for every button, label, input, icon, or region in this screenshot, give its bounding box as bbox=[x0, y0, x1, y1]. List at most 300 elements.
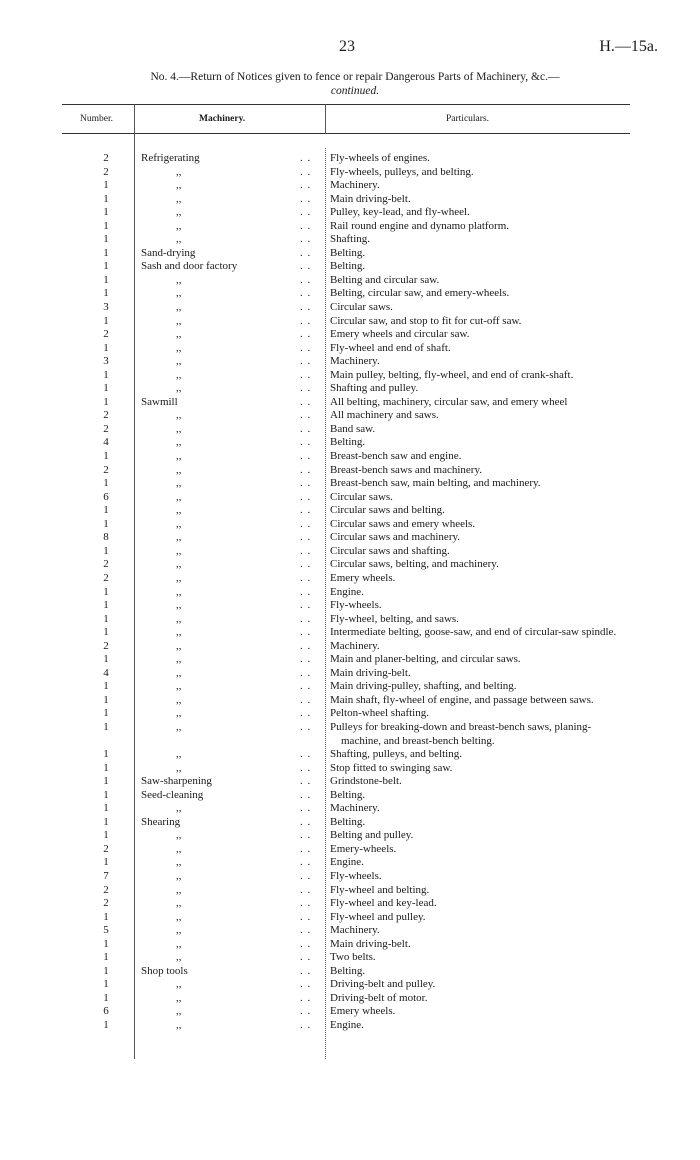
row-machinery: ,, bbox=[176, 666, 182, 679]
table-row bbox=[0, 220, 700, 234]
leader-dots: . . bbox=[300, 517, 312, 530]
leader-dots: . . bbox=[300, 599, 312, 612]
table-row bbox=[0, 247, 700, 261]
row-number: 1 bbox=[103, 233, 109, 246]
row-number: 1 bbox=[103, 517, 109, 530]
row-number: 1 bbox=[103, 788, 109, 801]
row-particulars: Circular saws and belting. bbox=[330, 504, 445, 517]
table-row bbox=[0, 491, 700, 505]
row-machinery: ,, bbox=[176, 233, 182, 246]
table-row bbox=[0, 653, 700, 667]
leader-dots: . . bbox=[300, 964, 312, 977]
row-number: 1 bbox=[103, 206, 109, 219]
leader-dots: . . bbox=[300, 409, 312, 422]
row-machinery: ,, bbox=[176, 504, 182, 517]
leader-dots: . . bbox=[300, 897, 312, 910]
row-machinery: Refrigerating bbox=[141, 152, 200, 164]
table-row bbox=[0, 870, 700, 884]
leader-dots: . . bbox=[300, 666, 312, 679]
row-number: 1 bbox=[103, 815, 109, 828]
row-machinery: ,, bbox=[176, 693, 182, 706]
row-particulars: Machinery. bbox=[330, 179, 380, 192]
row-particulars: Fly-wheel, belting, and saws. bbox=[330, 612, 459, 625]
row-number: 2 bbox=[103, 409, 109, 422]
title-line: No. 4.—Return of Notices given to fence or repair Dangerous Parts of Machinery, &c.— bbox=[150, 71, 560, 83]
row-machinery: Sash and door factory bbox=[141, 260, 238, 273]
table-row bbox=[0, 193, 700, 207]
row-particulars: Shafting and pulley. bbox=[330, 382, 419, 395]
row-particulars: Band saw. bbox=[330, 422, 376, 435]
table-row bbox=[0, 640, 700, 654]
leader-dots: . . bbox=[300, 910, 312, 923]
leader-dots: . . bbox=[300, 368, 312, 381]
leader-dots: . . bbox=[300, 761, 312, 774]
row-machinery: ,, bbox=[176, 355, 182, 368]
column-header-particulars: Particulars. bbox=[446, 114, 490, 124]
row-machinery: ,, bbox=[176, 720, 182, 733]
table-row bbox=[0, 260, 700, 274]
table-row bbox=[0, 504, 700, 518]
leader-dots: . . bbox=[300, 802, 312, 815]
row-machinery: ,, bbox=[176, 991, 182, 1004]
leader-dots: . . bbox=[300, 707, 312, 720]
leader-dots: . . bbox=[300, 842, 312, 855]
leader-dots: . . bbox=[300, 693, 312, 706]
leader-dots: . . bbox=[300, 856, 312, 869]
row-machinery: Saw-sharpening bbox=[141, 775, 212, 788]
row-particulars: Driving-belt of motor. bbox=[330, 991, 428, 1004]
row-particulars: Machinery. bbox=[330, 924, 380, 937]
row-particulars: Circular saws and emery wheels. bbox=[330, 517, 476, 530]
table-row bbox=[0, 613, 700, 627]
table-row bbox=[0, 748, 700, 762]
row-particulars: Machinery. bbox=[330, 639, 380, 652]
row-number: 1 bbox=[103, 829, 109, 842]
row-number: 1 bbox=[103, 341, 109, 354]
row-particulars: Belting. bbox=[330, 788, 366, 801]
row-machinery: ,, bbox=[176, 301, 182, 314]
row-particulars: Belting. bbox=[330, 964, 366, 977]
table-row bbox=[0, 274, 700, 288]
leader-dots: . . bbox=[300, 382, 312, 395]
row-number: 1 bbox=[103, 1019, 109, 1031]
row-machinery: ,, bbox=[176, 761, 182, 774]
row-number: 1 bbox=[103, 720, 109, 733]
table-row bbox=[0, 233, 700, 247]
row-machinery: ,, bbox=[176, 436, 182, 449]
leader-dots: . . bbox=[300, 450, 312, 463]
leader-dots: . . bbox=[300, 937, 312, 950]
table-row bbox=[0, 166, 700, 180]
row-particulars: Circular saw, and stop to fit for cut-off saw. bbox=[330, 314, 522, 327]
row-machinery: ,, bbox=[176, 599, 182, 612]
row-machinery: ,, bbox=[176, 612, 182, 625]
row-particulars: Emery wheels. bbox=[330, 571, 396, 584]
table-row bbox=[0, 355, 700, 369]
row-particulars: Machinery. bbox=[330, 802, 380, 815]
row-machinery: Shearing bbox=[141, 815, 181, 828]
table-row bbox=[0, 436, 700, 450]
leader-dots: . . bbox=[300, 1019, 312, 1031]
leader-dots: . . bbox=[300, 219, 312, 232]
table-row bbox=[0, 829, 700, 843]
table-row bbox=[0, 423, 700, 437]
table-body bbox=[0, 152, 700, 1033]
row-machinery: ,, bbox=[176, 206, 182, 219]
row-particulars: Main driving-belt. bbox=[330, 666, 411, 679]
row-number: 1 bbox=[103, 626, 109, 639]
table-row bbox=[0, 789, 700, 803]
leader-dots: . . bbox=[300, 477, 312, 490]
row-machinery: ,, bbox=[176, 707, 182, 720]
row-number: 1 bbox=[103, 964, 109, 977]
row-number: 5 bbox=[103, 924, 109, 937]
row-machinery: ,, bbox=[176, 463, 182, 476]
row-number: 6 bbox=[103, 490, 109, 503]
row-machinery: ,, bbox=[176, 842, 182, 855]
row-machinery: Sawmill bbox=[141, 395, 178, 408]
leader-dots: . . bbox=[300, 558, 312, 571]
leader-dots: . . bbox=[300, 463, 312, 476]
row-particulars: Fly-wheels of engines. bbox=[330, 152, 430, 164]
leader-dots: . . bbox=[300, 991, 312, 1004]
row-particulars: Emery wheels and circular saw. bbox=[330, 328, 470, 341]
row-particulars: Circular saws and machinery. bbox=[330, 531, 461, 544]
leader-dots: . . bbox=[300, 395, 312, 408]
row-particulars: Circular saws and shafting. bbox=[330, 544, 450, 557]
leader-dots: . . bbox=[300, 436, 312, 449]
row-number: 1 bbox=[103, 951, 109, 964]
row-particulars: Main shaft, fly-wheel of engine, and passage between saws. bbox=[330, 693, 594, 706]
row-particulars: Belting and circular saw. bbox=[330, 273, 440, 286]
row-number: 1 bbox=[103, 775, 109, 788]
row-particulars: Main driving-pulley, shafting, and belting. bbox=[330, 680, 517, 693]
leader-dots: . . bbox=[300, 341, 312, 354]
row-number: 1 bbox=[103, 910, 109, 923]
row-number: 1 bbox=[103, 477, 109, 490]
row-particulars: Engine. bbox=[330, 1019, 364, 1031]
row-number: 2 bbox=[103, 897, 109, 910]
row-particulars: Fly-wheel and pulley. bbox=[330, 910, 426, 923]
table-row bbox=[0, 206, 700, 220]
row-machinery: ,, bbox=[176, 951, 182, 964]
leader-dots: . . bbox=[300, 260, 312, 273]
row-number: 1 bbox=[103, 192, 109, 205]
row-machinery: ,, bbox=[176, 571, 182, 584]
leader-dots: . . bbox=[300, 680, 312, 693]
row-particulars: Shafting. bbox=[330, 233, 371, 246]
row-number: 1 bbox=[103, 802, 109, 815]
leader-dots: . . bbox=[300, 328, 312, 341]
row-number: 1 bbox=[103, 612, 109, 625]
row-particulars: Breast-bench saw, main belting, and machinery. bbox=[330, 477, 541, 490]
table-row bbox=[0, 667, 700, 681]
row-machinery: ,, bbox=[176, 910, 182, 923]
row-machinery: ,, bbox=[176, 883, 182, 896]
row-particulars: Pulleys for breaking-down and breast-bench saws, planing-machine, and breast-bench belting. bbox=[330, 720, 592, 747]
row-particulars: Main driving-belt. bbox=[330, 192, 411, 205]
row-number: 1 bbox=[103, 246, 109, 259]
row-machinery: ,, bbox=[176, 869, 182, 882]
row-particulars: Circular saws. bbox=[330, 301, 393, 314]
leader-dots: . . bbox=[300, 585, 312, 598]
table-row bbox=[0, 382, 700, 396]
row-machinery: ,, bbox=[176, 165, 182, 178]
row-number: 1 bbox=[103, 504, 109, 517]
row-number: 7 bbox=[103, 869, 109, 882]
row-particulars: Machinery. bbox=[330, 355, 380, 368]
leader-dots: . . bbox=[300, 287, 312, 300]
table-row bbox=[0, 599, 700, 613]
leader-dots: . . bbox=[300, 192, 312, 205]
leader-dots: . . bbox=[300, 653, 312, 666]
row-machinery: ,, bbox=[176, 680, 182, 693]
table-row bbox=[0, 1005, 700, 1019]
table-row bbox=[0, 409, 700, 423]
table-row bbox=[0, 572, 700, 586]
row-machinery: ,, bbox=[176, 829, 182, 842]
leader-dots: . . bbox=[300, 978, 312, 991]
table-row bbox=[0, 951, 700, 965]
row-particulars: Engine. bbox=[330, 856, 364, 869]
row-machinery: Shop tools bbox=[141, 964, 188, 977]
leader-dots: . . bbox=[300, 639, 312, 652]
table-row bbox=[0, 680, 700, 694]
table-row bbox=[0, 342, 700, 356]
row-number: 1 bbox=[103, 599, 109, 612]
leader-dots: . . bbox=[300, 314, 312, 327]
leader-dots: . . bbox=[300, 206, 312, 219]
row-machinery: ,, bbox=[176, 748, 182, 761]
leader-dots: . . bbox=[300, 571, 312, 584]
table-row bbox=[0, 884, 700, 898]
row-machinery: ,, bbox=[176, 653, 182, 666]
row-machinery: ,, bbox=[176, 368, 182, 381]
row-particulars: All belting, machinery, circular saw, and emery wheel bbox=[330, 395, 568, 408]
table-row bbox=[0, 992, 700, 1006]
row-machinery: ,, bbox=[176, 639, 182, 652]
row-machinery: ,, bbox=[176, 1019, 182, 1031]
row-machinery: ,, bbox=[176, 1005, 182, 1018]
row-particulars: Fly-wheels. bbox=[330, 599, 382, 612]
leader-dots: . . bbox=[300, 422, 312, 435]
row-number: 2 bbox=[103, 328, 109, 341]
row-particulars: Emery wheels. bbox=[330, 1005, 396, 1018]
row-number: 2 bbox=[103, 463, 109, 476]
table-row bbox=[0, 558, 700, 572]
row-particulars: Pelton-wheel shafting. bbox=[330, 707, 429, 720]
row-number: 1 bbox=[103, 273, 109, 286]
row-number: 4 bbox=[103, 666, 109, 679]
table-row bbox=[0, 762, 700, 776]
row-particulars: Intermediate belting, goose-saw, and end of circular-saw spindle. bbox=[330, 626, 617, 639]
row-particulars: Belting. bbox=[330, 260, 366, 273]
row-particulars: Belting and pulley. bbox=[330, 829, 414, 842]
row-machinery: ,, bbox=[176, 409, 182, 422]
row-number: 1 bbox=[103, 680, 109, 693]
row-machinery: ,, bbox=[176, 273, 182, 286]
row-number: 1 bbox=[103, 937, 109, 950]
leader-dots: . . bbox=[300, 246, 312, 259]
table-row bbox=[0, 1019, 700, 1033]
leader-dots: . . bbox=[300, 788, 312, 801]
leader-dots: . . bbox=[300, 626, 312, 639]
table-row bbox=[0, 396, 700, 410]
leader-dots: . . bbox=[300, 152, 312, 164]
row-particulars: Fly-wheels, pulleys, and belting. bbox=[330, 165, 474, 178]
title-continued: continued. bbox=[330, 85, 380, 97]
table-row bbox=[0, 694, 700, 708]
table-row bbox=[0, 518, 700, 532]
column-header-machinery: Machinery. bbox=[199, 114, 246, 124]
row-machinery: ,, bbox=[176, 314, 182, 327]
row-number: 2 bbox=[103, 165, 109, 178]
row-particulars: Driving-belt and pulley. bbox=[330, 978, 436, 991]
table-row bbox=[0, 301, 700, 315]
table-row bbox=[0, 586, 700, 600]
row-machinery: ,, bbox=[176, 192, 182, 205]
row-particulars: Rail round engine and dynamo platform. bbox=[330, 219, 510, 232]
row-number: 8 bbox=[103, 531, 109, 544]
table-row bbox=[0, 464, 700, 478]
table-row bbox=[0, 911, 700, 925]
table-row bbox=[0, 978, 700, 992]
leader-dots: . . bbox=[300, 233, 312, 246]
row-machinery: ,, bbox=[176, 531, 182, 544]
table-row bbox=[0, 707, 700, 721]
leader-dots: . . bbox=[300, 924, 312, 937]
row-machinery: ,, bbox=[176, 897, 182, 910]
table-row bbox=[0, 369, 700, 383]
row-machinery: Sand-drying bbox=[141, 246, 196, 259]
leader-dots: . . bbox=[300, 815, 312, 828]
row-number: 1 bbox=[103, 450, 109, 463]
row-particulars: Two belts. bbox=[330, 951, 376, 964]
leader-dots: . . bbox=[300, 612, 312, 625]
row-particulars: Belting. bbox=[330, 815, 366, 828]
leader-dots: . . bbox=[300, 179, 312, 192]
row-number: 2 bbox=[103, 422, 109, 435]
leader-dots: . . bbox=[300, 829, 312, 842]
row-particulars: All machinery and saws. bbox=[330, 409, 439, 422]
leader-dots: . . bbox=[300, 165, 312, 178]
row-number: 6 bbox=[103, 1005, 109, 1018]
row-number: 2 bbox=[103, 842, 109, 855]
row-machinery: ,, bbox=[176, 585, 182, 598]
row-machinery: ,, bbox=[176, 802, 182, 815]
row-number: 1 bbox=[103, 748, 109, 761]
row-particulars: Belting. bbox=[330, 436, 366, 449]
row-number: 1 bbox=[103, 653, 109, 666]
row-particulars: Fly-wheel and end of shaft. bbox=[330, 341, 451, 354]
row-machinery: ,, bbox=[176, 328, 182, 341]
header-top-rule bbox=[62, 104, 630, 105]
table-row bbox=[0, 843, 700, 857]
row-machinery: ,, bbox=[176, 287, 182, 300]
row-machinery: ,, bbox=[176, 477, 182, 490]
row-machinery: ,, bbox=[176, 558, 182, 571]
page-number: 23 bbox=[339, 38, 355, 55]
leader-dots: . . bbox=[300, 273, 312, 286]
column-divider bbox=[325, 104, 326, 134]
table-row bbox=[0, 721, 700, 748]
row-particulars: Main driving-belt. bbox=[330, 937, 411, 950]
table-row bbox=[0, 450, 700, 464]
row-number: 1 bbox=[103, 761, 109, 774]
table-row bbox=[0, 152, 700, 166]
table-row bbox=[0, 477, 700, 491]
row-machinery: ,, bbox=[176, 450, 182, 463]
row-particulars: Fly-wheel and belting. bbox=[330, 883, 430, 896]
leader-dots: . . bbox=[300, 951, 312, 964]
table-row bbox=[0, 287, 700, 301]
row-number: 1 bbox=[103, 395, 109, 408]
row-machinery: ,, bbox=[176, 179, 182, 192]
row-number: 1 bbox=[103, 260, 109, 273]
table-row bbox=[0, 856, 700, 870]
table-row bbox=[0, 938, 700, 952]
table-row bbox=[0, 897, 700, 911]
row-machinery: ,, bbox=[176, 978, 182, 991]
table-row bbox=[0, 545, 700, 559]
header-bottom-rule bbox=[62, 133, 630, 134]
leader-dots: . . bbox=[300, 720, 312, 733]
row-particulars: Main pulley, belting, fly-wheel, and end of crank-shaft. bbox=[330, 368, 574, 381]
row-machinery: ,, bbox=[176, 490, 182, 503]
row-number: 1 bbox=[103, 382, 109, 395]
row-particulars: Fly-wheel and key-lead. bbox=[330, 897, 437, 910]
table-row bbox=[0, 626, 700, 640]
row-number: 3 bbox=[103, 301, 109, 314]
row-number: 1 bbox=[103, 287, 109, 300]
leader-dots: . . bbox=[300, 301, 312, 314]
row-number: 1 bbox=[103, 693, 109, 706]
table-row bbox=[0, 531, 700, 545]
row-number: 2 bbox=[103, 152, 109, 164]
row-particulars: Belting, circular saw, and emery-wheels. bbox=[330, 287, 510, 300]
row-number: 1 bbox=[103, 219, 109, 232]
table-row bbox=[0, 924, 700, 938]
row-particulars: Fly-wheels. bbox=[330, 869, 382, 882]
leader-dots: . . bbox=[300, 883, 312, 896]
table-title bbox=[60, 70, 650, 98]
leader-dots: . . bbox=[300, 531, 312, 544]
leader-dots: . . bbox=[300, 544, 312, 557]
row-number: 2 bbox=[103, 558, 109, 571]
row-particulars: Breast-bench saws and machinery. bbox=[330, 463, 483, 476]
row-particulars: Circular saws. bbox=[330, 490, 393, 503]
table-row bbox=[0, 802, 700, 816]
row-machinery: ,, bbox=[176, 626, 182, 639]
row-machinery: ,, bbox=[176, 924, 182, 937]
row-number: 2 bbox=[103, 639, 109, 652]
row-machinery: ,, bbox=[176, 517, 182, 530]
row-number: 1 bbox=[103, 368, 109, 381]
row-particulars: Circular saws, belting, and machinery. bbox=[330, 558, 499, 571]
row-number: 3 bbox=[103, 355, 109, 368]
row-number: 2 bbox=[103, 571, 109, 584]
row-number: 1 bbox=[103, 991, 109, 1004]
row-number: 1 bbox=[103, 978, 109, 991]
leader-dots: . . bbox=[300, 355, 312, 368]
row-machinery: ,, bbox=[176, 382, 182, 395]
row-machinery: ,, bbox=[176, 856, 182, 869]
row-machinery: Seed-cleaning bbox=[141, 788, 204, 801]
table-row bbox=[0, 328, 700, 342]
row-machinery: ,, bbox=[176, 422, 182, 435]
row-particulars: Emery-wheels. bbox=[330, 842, 397, 855]
row-number: 1 bbox=[103, 544, 109, 557]
